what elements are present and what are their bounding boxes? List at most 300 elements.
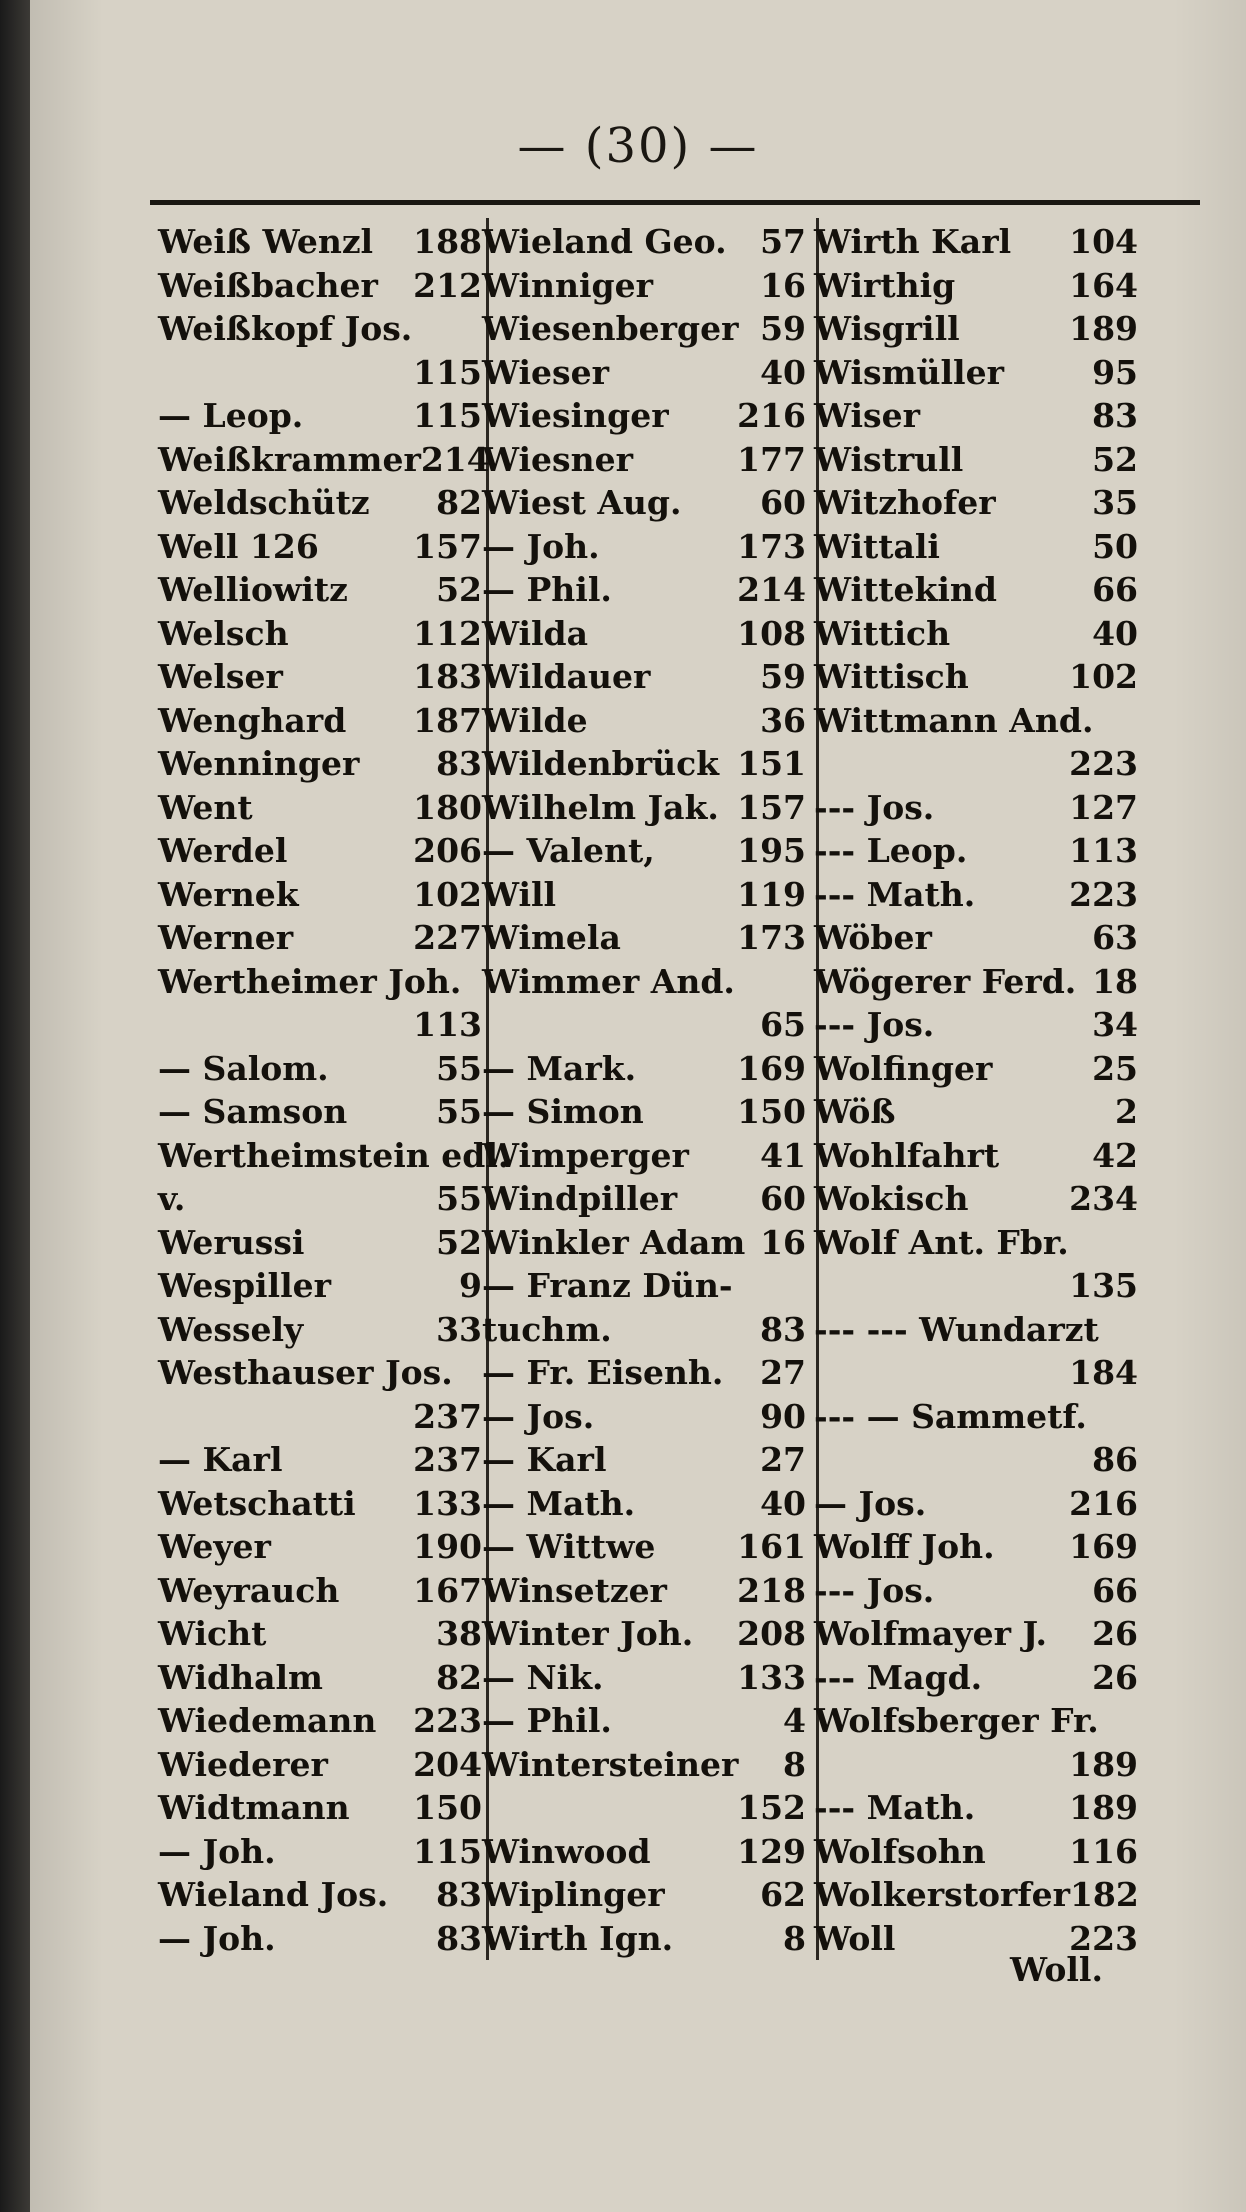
index-entry xyxy=(814,394,1144,438)
index-entry xyxy=(814,438,1144,482)
entry-name: tuchm. xyxy=(482,1309,612,1349)
entry-name: Weyrauch xyxy=(158,1570,340,1610)
entry-name: Wimmer And. xyxy=(482,961,735,1001)
entry-page-number: 4 xyxy=(783,1701,806,1740)
index-entry xyxy=(158,873,488,917)
entry-page-number: 112 xyxy=(413,613,482,653)
index-entry xyxy=(814,1177,1144,1221)
index-entry xyxy=(482,1525,812,1569)
index-entry xyxy=(814,1525,1144,1569)
index-entry xyxy=(482,1612,812,1656)
entry-page-number: 161 xyxy=(737,1527,806,1566)
index-entry xyxy=(158,220,488,264)
entry-name: Wittisch xyxy=(814,657,969,696)
index-entry xyxy=(482,1699,812,1743)
entry-name: Wögerer Ferd. xyxy=(814,961,1077,1001)
index-entry xyxy=(482,307,812,351)
index-entry xyxy=(158,1177,488,1221)
entry-name: Werussi xyxy=(158,1222,305,1262)
entry-page-number: 188 xyxy=(413,222,482,261)
index-entry xyxy=(814,1090,1144,1134)
index-entry xyxy=(482,525,812,569)
index-entry xyxy=(814,1047,1144,1091)
entry-name: — Joh. xyxy=(158,1831,276,1871)
index-entry xyxy=(158,394,488,438)
entry-name: Welliowitz xyxy=(158,570,348,609)
entry-name: — Karl xyxy=(482,1440,607,1479)
index-entry xyxy=(482,1830,812,1874)
index-entry xyxy=(814,264,1144,308)
index-entry xyxy=(158,1873,488,1917)
entry-name: Wenninger xyxy=(158,744,360,783)
entry-page-number: 34 xyxy=(1092,1005,1138,1044)
entry-name: — Phil. xyxy=(482,570,612,609)
index-entry xyxy=(158,307,488,351)
index-entry xyxy=(814,873,1144,917)
index-entry xyxy=(158,351,488,395)
index-entry xyxy=(158,1917,488,1961)
entry-name: Wittali xyxy=(814,526,940,566)
index-entry xyxy=(814,1656,1144,1700)
entry-name: Wetschatti xyxy=(158,1483,356,1523)
index-entry xyxy=(482,1264,812,1308)
entry-page-number: 214 xyxy=(737,570,806,609)
entry-page-number: 55 xyxy=(436,1048,482,1088)
entry-page-number: 40 xyxy=(1092,613,1138,653)
entry-name: Wiesinger xyxy=(482,396,669,435)
index-entry xyxy=(482,1743,812,1787)
index-entry xyxy=(482,1090,812,1134)
index-entry xyxy=(158,655,488,699)
entry-name: — Jos. xyxy=(814,1483,927,1523)
entry-name: Wildenbrück xyxy=(482,744,720,783)
index-entry xyxy=(158,1308,488,1352)
index-entry xyxy=(482,1221,812,1265)
entry-page-number: 83 xyxy=(436,744,482,783)
entry-name: — Joh. xyxy=(158,1918,276,1958)
entry-name: Wertheimstein edl. xyxy=(158,1135,510,1175)
entry-name: Wiesner xyxy=(482,439,633,479)
entry-name: Wistrull xyxy=(814,439,964,479)
entry-name: Well 126 xyxy=(158,526,319,566)
entry-name: Wieland Geo. xyxy=(482,222,727,261)
entry-page-number: 55 xyxy=(436,1179,482,1218)
entry-page-number: 157 xyxy=(413,526,482,566)
entry-name: — Wittwe xyxy=(482,1527,656,1566)
index-entry xyxy=(814,481,1144,525)
entry-page-number: 83 xyxy=(436,1875,482,1914)
index-entry xyxy=(814,220,1144,264)
entry-page-number: 60 xyxy=(760,483,806,522)
entry-page-number: 65 xyxy=(760,1005,806,1044)
entry-page-number: 116 xyxy=(1069,1831,1138,1871)
entry-page-number: 104 xyxy=(1069,222,1138,261)
entry-page-number: 18 xyxy=(1092,961,1138,1001)
index-entry xyxy=(482,481,812,525)
entry-name: Weiß Wenzl xyxy=(158,222,374,261)
entry-page-number: 83 xyxy=(760,1309,806,1349)
index-entry xyxy=(158,960,488,1004)
entry-page-number: 183 xyxy=(413,657,482,696)
entry-name: Wirth Ign. xyxy=(482,1918,674,1958)
entry-page-number: 113 xyxy=(413,1005,482,1044)
index-entry xyxy=(814,829,1144,873)
entry-name: Weyer xyxy=(158,1527,271,1566)
index-entry xyxy=(482,438,812,482)
entry-page-number: 27 xyxy=(760,1353,806,1392)
page-number: — (30) — xyxy=(517,118,759,174)
index-entry xyxy=(158,1221,488,1265)
entry-page-number: 59 xyxy=(760,657,806,696)
index-entry xyxy=(814,1743,1144,1787)
index-entry xyxy=(158,742,488,786)
index-entry xyxy=(158,264,488,308)
entry-name: Wolfsohn xyxy=(814,1831,986,1871)
entry-name: Weißkrammer xyxy=(158,439,421,479)
entry-page-number: 189 xyxy=(1069,1788,1138,1827)
entry-page-number: 182 xyxy=(1069,1875,1139,1914)
book-page xyxy=(30,0,1246,2212)
entry-name: Witzhofer xyxy=(814,483,996,522)
index-entry xyxy=(814,916,1144,960)
index-entry xyxy=(814,742,1144,786)
entry-name: Wismüller xyxy=(814,352,1004,392)
entry-page-number: 102 xyxy=(1069,657,1138,696)
index-entry xyxy=(814,1308,1144,1352)
index-entry xyxy=(158,1395,488,1439)
index-entry xyxy=(482,1047,812,1091)
index-entry xyxy=(814,960,1144,1004)
index-entry xyxy=(158,1482,488,1526)
index-entry xyxy=(482,1351,812,1395)
entry-page-number: 83 xyxy=(436,1918,482,1958)
entry-page-number: 60 xyxy=(760,1179,806,1218)
index-entry xyxy=(814,699,1144,743)
entry-name: Wittmann And. xyxy=(814,700,1094,740)
entry-name: Wessely xyxy=(158,1309,304,1349)
entry-name: --- Jos. xyxy=(814,1005,935,1044)
entry-page-number: 115 xyxy=(413,352,482,392)
entry-page-number: 234 xyxy=(1069,1179,1138,1218)
entry-name: Wolkerstorfer xyxy=(814,1875,1070,1914)
entry-name: Wiedemann xyxy=(158,1701,377,1740)
entry-page-number: 184 xyxy=(1069,1353,1138,1392)
entry-name: Wertheimer Joh. xyxy=(158,961,462,1001)
index-entry xyxy=(482,1656,812,1700)
entry-name: Will xyxy=(482,874,557,914)
index-entry xyxy=(814,351,1144,395)
entry-page-number: 52 xyxy=(436,1222,482,1262)
index-entry xyxy=(814,1134,1144,1178)
entry-name: — Phil. xyxy=(482,1701,612,1740)
entry-page-number: 82 xyxy=(436,1657,482,1697)
entry-page-number: 41 xyxy=(760,1135,806,1175)
entry-page-number: 90 xyxy=(760,1396,806,1436)
entry-page-number: 204 xyxy=(413,1744,482,1784)
entry-page-number: 189 xyxy=(1069,1744,1138,1784)
index-entry xyxy=(482,655,812,699)
entry-page-number: 35 xyxy=(1092,483,1138,522)
entry-page-number: 190 xyxy=(413,1527,482,1566)
entry-name: Welser xyxy=(158,657,283,696)
entry-page-number: 157 xyxy=(737,787,806,827)
entry-page-number: 50 xyxy=(1092,526,1138,566)
entry-page-number: 133 xyxy=(413,1483,482,1523)
index-entry xyxy=(158,612,488,656)
entry-page-number: 127 xyxy=(1069,787,1138,827)
entry-page-number: 108 xyxy=(737,613,806,653)
entry-page-number: 82 xyxy=(436,483,482,522)
entry-name: Wolfinger xyxy=(814,1048,993,1088)
index-column-2 xyxy=(482,220,812,1960)
index-entry xyxy=(482,1395,812,1439)
entry-name: Went xyxy=(158,787,253,827)
index-entry xyxy=(482,351,812,395)
index-entry xyxy=(814,612,1144,656)
index-entry xyxy=(158,1612,488,1656)
entry-page-number: 115 xyxy=(413,1831,482,1871)
index-entry xyxy=(814,1264,1144,1308)
entry-page-number: 135 xyxy=(1069,1266,1138,1305)
index-column-3 xyxy=(814,220,1144,1960)
entry-name: Wespiller xyxy=(158,1266,332,1305)
entry-name: Woll xyxy=(814,1918,896,1958)
index-entry xyxy=(482,1917,812,1961)
entry-page-number: 40 xyxy=(760,352,806,392)
entry-page-number: 16 xyxy=(760,265,806,305)
entry-name: --- Math. xyxy=(814,1788,976,1827)
entry-name: Weißkopf Jos. xyxy=(158,309,413,348)
entry-name: Wiser xyxy=(814,396,920,435)
entry-name: Wilde xyxy=(482,700,588,740)
index-entry xyxy=(158,1090,488,1134)
index-entry xyxy=(482,699,812,743)
entry-name: Weldschütz xyxy=(158,483,370,522)
entry-page-number: 42 xyxy=(1092,1135,1138,1175)
index-entry xyxy=(158,1438,488,1482)
entry-page-number: 237 xyxy=(413,1396,482,1436)
entry-page-number: 167 xyxy=(413,1570,482,1610)
entry-page-number: 180 xyxy=(413,787,482,827)
index-entry xyxy=(158,1003,488,1047)
index-entry xyxy=(482,1482,812,1526)
entry-name: Wernek xyxy=(158,874,299,914)
entry-name: Wolff Joh. xyxy=(814,1527,995,1566)
entry-page-number: 187 xyxy=(413,700,482,740)
entry-name: — Simon xyxy=(482,1092,644,1131)
index-entry xyxy=(482,1308,812,1352)
entry-page-number: 26 xyxy=(1092,1657,1138,1697)
entry-name: Wintersteiner xyxy=(482,1744,739,1784)
entry-name: Wiesenberger xyxy=(482,309,739,348)
entry-page-number: 52 xyxy=(436,570,482,609)
entry-page-number: 66 xyxy=(1092,1570,1138,1610)
entry-name: Wiplinger xyxy=(482,1875,665,1914)
index-entry xyxy=(158,481,488,525)
entry-page-number: 113 xyxy=(1069,831,1138,870)
entry-name: Widtmann xyxy=(158,1788,350,1827)
entry-name: --- Jos. xyxy=(814,1570,935,1610)
index-entry xyxy=(158,1656,488,1700)
index-entry xyxy=(814,655,1144,699)
entry-page-number: 40 xyxy=(760,1483,806,1523)
index-entry xyxy=(158,916,488,960)
entry-name: — Karl xyxy=(158,1440,283,1479)
index-entry xyxy=(482,1003,812,1047)
entry-page-number: 150 xyxy=(413,1788,482,1827)
entry-page-number: 63 xyxy=(1092,918,1138,957)
entry-page-number: 216 xyxy=(1069,1483,1138,1523)
index-entry xyxy=(814,568,1144,612)
entry-page-number: 227 xyxy=(413,918,482,957)
index-entry xyxy=(158,568,488,612)
entry-name: Wöß xyxy=(814,1092,896,1131)
entry-name: Winter Joh. xyxy=(482,1614,694,1653)
index-entry xyxy=(158,1351,488,1395)
entry-page-number: 26 xyxy=(1092,1614,1138,1653)
index-entry xyxy=(814,1482,1144,1526)
header-rule xyxy=(150,200,1200,205)
index-entry xyxy=(158,1047,488,1091)
index-entry xyxy=(158,699,488,743)
entry-name: Wieser xyxy=(482,352,609,392)
index-entry xyxy=(158,1134,510,1178)
index-entry xyxy=(482,264,812,308)
entry-name: — Mark. xyxy=(482,1048,637,1088)
entry-page-number: 152 xyxy=(737,1788,806,1827)
index-entry xyxy=(814,1351,1144,1395)
entry-name: Wiest Aug. xyxy=(482,483,682,522)
entry-name: Wittich xyxy=(814,613,951,653)
entry-name: — Valent, xyxy=(482,831,655,870)
index-entry xyxy=(158,786,488,830)
entry-name: Winkler Adam xyxy=(482,1222,746,1262)
entry-page-number: 169 xyxy=(737,1048,806,1088)
index-entry xyxy=(482,742,812,786)
index-entry xyxy=(482,1438,812,1482)
index-entry xyxy=(814,307,1144,351)
entry-name: Wohlfahrt xyxy=(814,1135,1000,1175)
entry-page-number: 25 xyxy=(1092,1048,1138,1088)
entry-page-number: 214 xyxy=(420,439,490,479)
index-entry xyxy=(482,960,812,1004)
entry-page-number: 62 xyxy=(760,1875,806,1914)
entry-page-number: 38 xyxy=(436,1614,482,1653)
index-entry xyxy=(814,1612,1144,1656)
entry-page-number: 195 xyxy=(737,831,806,870)
index-entry xyxy=(482,829,812,873)
entry-page-number: 119 xyxy=(737,874,806,914)
entry-page-number: 206 xyxy=(413,831,482,870)
entry-name: Wildauer xyxy=(482,657,651,696)
entry-name: --- Jos. xyxy=(814,787,935,827)
entry-page-number: 2 xyxy=(1115,1092,1138,1131)
entry-page-number: 169 xyxy=(1069,1527,1138,1566)
entry-page-number: 66 xyxy=(1092,570,1138,609)
entry-page-number: 102 xyxy=(413,874,482,914)
entry-name: Widhalm xyxy=(158,1657,323,1697)
index-entry xyxy=(814,1873,1144,1917)
entry-page-number: 223 xyxy=(413,1701,482,1740)
entry-page-number: 133 xyxy=(737,1657,806,1697)
entry-page-number: 9 xyxy=(459,1266,482,1305)
entry-page-number: 59 xyxy=(760,309,806,348)
entry-name: Winsetzer xyxy=(482,1570,667,1610)
entry-page-number: 223 xyxy=(1069,1918,1138,1958)
entry-page-number: 173 xyxy=(737,918,806,957)
entry-page-number: 57 xyxy=(760,222,806,261)
index-entry xyxy=(158,1525,488,1569)
entry-name: Winniger xyxy=(482,265,653,305)
entry-page-number: 16 xyxy=(760,1222,806,1262)
index-entry xyxy=(482,916,812,960)
index-entry xyxy=(158,1830,488,1874)
entry-name: Wirth Karl xyxy=(814,222,1012,261)
entry-page-number: 95 xyxy=(1092,352,1138,392)
entry-page-number: 55 xyxy=(436,1092,482,1131)
entry-name: — Salom. xyxy=(158,1048,329,1088)
entry-page-number: 218 xyxy=(737,1570,806,1610)
entry-name: Wolfmayer J. xyxy=(814,1614,1047,1653)
index-entry xyxy=(814,1569,1144,1613)
entry-page-number: 150 xyxy=(737,1092,806,1131)
entry-page-number: 8 xyxy=(783,1918,806,1958)
entry-name: — Nik. xyxy=(482,1657,604,1697)
entry-name: Westhauser Jos. xyxy=(158,1353,453,1392)
index-entry xyxy=(814,525,1144,569)
entry-name: v. xyxy=(158,1179,186,1218)
entry-name: Wisgrill xyxy=(814,309,960,348)
entry-page-number: 173 xyxy=(737,526,806,566)
index-entry xyxy=(482,220,812,264)
index-entry xyxy=(158,1699,488,1743)
entry-name: Wokisch xyxy=(814,1179,969,1218)
index-entry xyxy=(814,1221,1144,1265)
entry-name: — Fr. Eisenh. xyxy=(482,1353,724,1392)
entry-page-number: 86 xyxy=(1092,1440,1138,1479)
entry-name: Wolf Ant. Fbr. xyxy=(814,1222,1069,1262)
entry-name: — Joh. xyxy=(482,526,600,566)
entry-name: — Leop. xyxy=(158,396,304,435)
index-entry xyxy=(158,1264,488,1308)
entry-name: --- Magd. xyxy=(814,1657,983,1697)
entry-name: — Math. xyxy=(482,1483,636,1523)
entry-name: Wieland Jos. xyxy=(158,1875,389,1914)
entry-name: — Jos. xyxy=(482,1396,595,1436)
entry-page-number: 27 xyxy=(760,1440,806,1479)
index-entry xyxy=(814,1438,1144,1482)
entry-page-number: 115 xyxy=(413,396,482,435)
index-entry xyxy=(814,1786,1144,1830)
index-column-1 xyxy=(158,220,510,1960)
index-entry xyxy=(158,1569,488,1613)
entry-name: Wolfsberger Fr. xyxy=(814,1701,1099,1740)
entry-page-number: 83 xyxy=(1092,396,1138,435)
entry-page-number: 36 xyxy=(760,700,806,740)
entry-name: Wilhelm Jak. xyxy=(482,787,719,827)
index-entry xyxy=(814,1395,1144,1439)
entry-page-number: 52 xyxy=(1092,439,1138,479)
index-entry xyxy=(814,1003,1144,1047)
entry-name: Wenghard xyxy=(158,700,347,740)
entry-name: Wiederer xyxy=(158,1744,328,1784)
catchword: Woll. xyxy=(1010,1950,1103,1989)
entry-name: Wöber xyxy=(814,918,932,957)
entry-page-number: 212 xyxy=(413,265,482,305)
entry-page-number: 33 xyxy=(436,1309,482,1349)
entry-page-number: 151 xyxy=(737,744,806,783)
entry-name: Werdel xyxy=(158,831,288,870)
